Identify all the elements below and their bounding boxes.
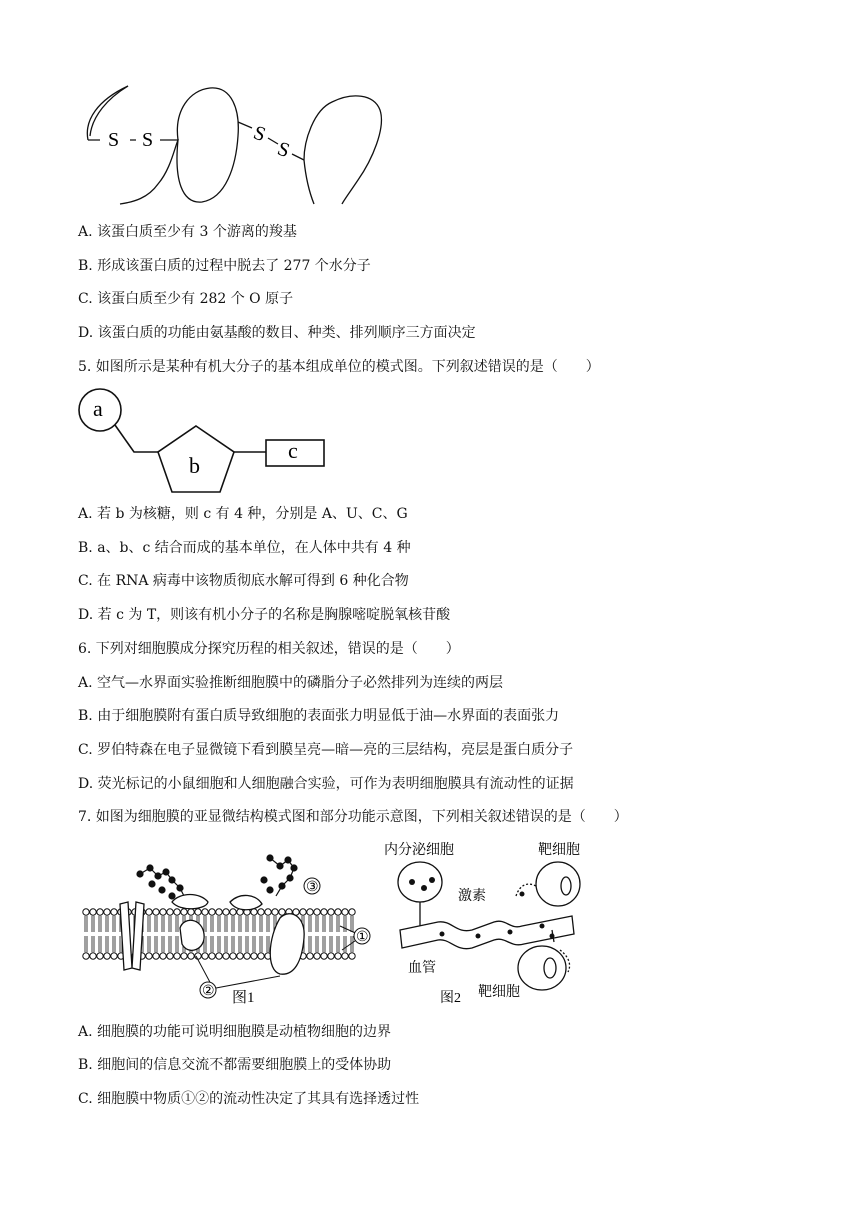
label-c: c: [288, 438, 298, 463]
phospholipid-head: [181, 909, 187, 915]
phospholipid-head: [83, 953, 89, 959]
peptide-chain-2: [177, 88, 238, 202]
phospholipid-head: [307, 909, 313, 915]
phospholipid-head: [230, 953, 236, 959]
phospholipid-head: [321, 909, 327, 915]
figure-2-caption: 图2: [440, 991, 461, 1006]
phospholipid-head: [314, 909, 320, 915]
phospholipid-head: [174, 953, 180, 959]
phospholipid-head: [272, 909, 278, 915]
phospholipid-head: [209, 953, 215, 959]
marker-2: ②: [202, 984, 215, 999]
phospholipid-head: [216, 953, 222, 959]
q5-option-a: A. 若 b 为核糖，则 c 有 4 种，分别是 A、U、C、G: [78, 506, 408, 522]
phospholipid-head: [97, 953, 103, 959]
phospholipid-head: [195, 909, 201, 915]
phospholipid-head: [167, 909, 173, 915]
phospholipid-head: [83, 909, 89, 915]
phospholipid-head: [244, 953, 250, 959]
phospholipid-head: [223, 953, 229, 959]
phospholipid-head: [230, 909, 236, 915]
q4-option-b: B. 形成该蛋白质的过程中脱去了 277 个水分子: [78, 258, 371, 274]
protein-peripheral: [172, 895, 208, 909]
target-cell-top: [536, 862, 580, 906]
phospholipid-head: [209, 909, 215, 915]
phospholipid-head: [160, 909, 166, 915]
q6-option-b: B. 由于细胞膜附有蛋白质导致细胞的表面张力明显低于油—水界面的表面张力: [78, 708, 560, 724]
figure-1-caption: 图1: [232, 990, 255, 1006]
label-b: b: [189, 453, 200, 478]
phospholipid-head: [202, 909, 208, 915]
phospholipid-head: [153, 909, 159, 915]
marker-1: ①: [356, 930, 369, 945]
label-a: a: [93, 396, 103, 421]
peptide-chain-3: [304, 96, 381, 204]
phospholipid-head: [321, 953, 327, 959]
nucleotide-diagram: [78, 386, 338, 498]
phospholipid-head: [342, 953, 348, 959]
phospholipid-head: [90, 909, 96, 915]
hormone-signaling-figure-2: [382, 838, 602, 1010]
label-endocrine-cell: 内分泌细胞: [384, 843, 454, 858]
q4-option-c: C. 该蛋白质至少有 282 个 O 原子: [78, 291, 294, 307]
q6-option-d: D. 荧光标记的小鼠细胞和人细胞融合实验，可作为表明细胞膜具有流动性的证据: [78, 776, 574, 792]
phospholipid-head: [258, 909, 264, 915]
phospholipid-head: [300, 909, 306, 915]
phospholipid-head: [195, 953, 201, 959]
q4-option-a: A. 该蛋白质至少有 3 个游离的羧基: [78, 224, 297, 240]
q6-stem: 6. 下列对细胞膜成分探究历程的相关叙述，错误的是（ ）: [78, 641, 460, 657]
phospholipid-head: [160, 953, 166, 959]
phospholipid-head: [146, 953, 152, 959]
phospholipid-head: [90, 953, 96, 959]
disulfide-s-4: S: [274, 137, 293, 163]
label-hormone: 激素: [458, 889, 486, 904]
phospholipid-head: [307, 953, 313, 959]
q7-option-a: A. 细胞膜的功能可说明细胞膜是动植物细胞的边界: [78, 1024, 392, 1040]
q7-stem: 7. 如图为细胞膜的亚显微结构模式图和部分功能示意图，下列相关叙述错误的是（ ）: [78, 809, 628, 825]
phospholipid-head: [104, 953, 110, 959]
protein-embedded: [180, 920, 204, 950]
phospholipid-head: [104, 909, 110, 915]
phospholipid-head: [251, 953, 257, 959]
phospholipid-head: [314, 953, 320, 959]
phospholipid-head: [335, 953, 341, 959]
disulfide-s-2: S: [142, 129, 154, 151]
phospholipid-head: [174, 909, 180, 915]
phospholipid-head: [328, 909, 334, 915]
phospholipid-head: [153, 953, 159, 959]
phospholipid-head: [167, 953, 173, 959]
phospholipid-head: [111, 953, 117, 959]
disulfide-s-3: S: [250, 121, 269, 147]
phospholipid-head: [349, 953, 355, 959]
target-cell-bottom: [518, 946, 566, 990]
marker-3: ③: [306, 880, 319, 895]
q4-option-d: D. 该蛋白质的功能由氨基酸的数目、种类、排列顺序三方面决定: [78, 325, 476, 341]
phospholipid-head: [335, 909, 341, 915]
phospholipid-head: [216, 909, 222, 915]
label-target-cell-top: 靶细胞: [538, 843, 580, 858]
disulfide-s-1: S: [108, 129, 120, 151]
phospholipid-head: [146, 909, 152, 915]
peptide-chain-1: [87, 86, 178, 204]
phospholipid-head: [258, 953, 264, 959]
q5-stem: 5. 如图所示是某种有机大分子的基本组成单位的模式图。下列叙述错误的是（ ）: [78, 359, 600, 375]
phospholipid-head: [97, 909, 103, 915]
q7-option-c: C. 细胞膜中物质①②的流动性决定了其具有选择透过性: [78, 1091, 420, 1107]
q6-option-c: C. 罗伯特森在电子显微镜下看到膜呈亮—暗—亮的三层结构，亮层是蛋白质分子: [78, 742, 574, 758]
membrane-figure-1: [80, 838, 380, 1010]
protein-disulfide-figure: [78, 80, 398, 210]
q5-option-d: D. 若 c 为 T，则该有机小分子的名称是胸腺嘧啶脱氧核苷酸: [78, 607, 451, 623]
phospholipid-head: [342, 909, 348, 915]
phospholipid-head: [349, 909, 355, 915]
protein-top-right: [230, 895, 262, 909]
phospholipid-head: [223, 909, 229, 915]
blood-vessel: [400, 916, 574, 949]
phospholipid-head: [237, 953, 243, 959]
q5-option-b: B. a、b、c 结合而成的基本单位，在人体中共有 4 种: [78, 540, 411, 556]
label-target-cell-bottom: 靶细胞: [478, 985, 520, 1000]
phospholipid-head: [328, 953, 334, 959]
phospholipid-head: [188, 953, 194, 959]
phospholipid-head: [111, 909, 117, 915]
q5-option-c: C. 在 RNA 病毒中该物质彻底水解可得到 6 种化合物: [78, 573, 409, 589]
protein-transmembrane: [270, 914, 304, 974]
phospholipid-head: [202, 953, 208, 959]
label-blood-vessel: 血管: [408, 961, 436, 976]
phospholipid-head: [181, 953, 187, 959]
q7-option-b: B. 细胞间的信息交流不都需要细胞膜上的受体协助: [78, 1057, 392, 1073]
phospholipid-head: [265, 909, 271, 915]
q6-option-a: A. 空气—水界面实验推断细胞膜中的磷脂分子必然排列为连续的两层: [78, 675, 504, 691]
endocrine-cell: [398, 862, 442, 902]
phospholipid-head: [188, 909, 194, 915]
